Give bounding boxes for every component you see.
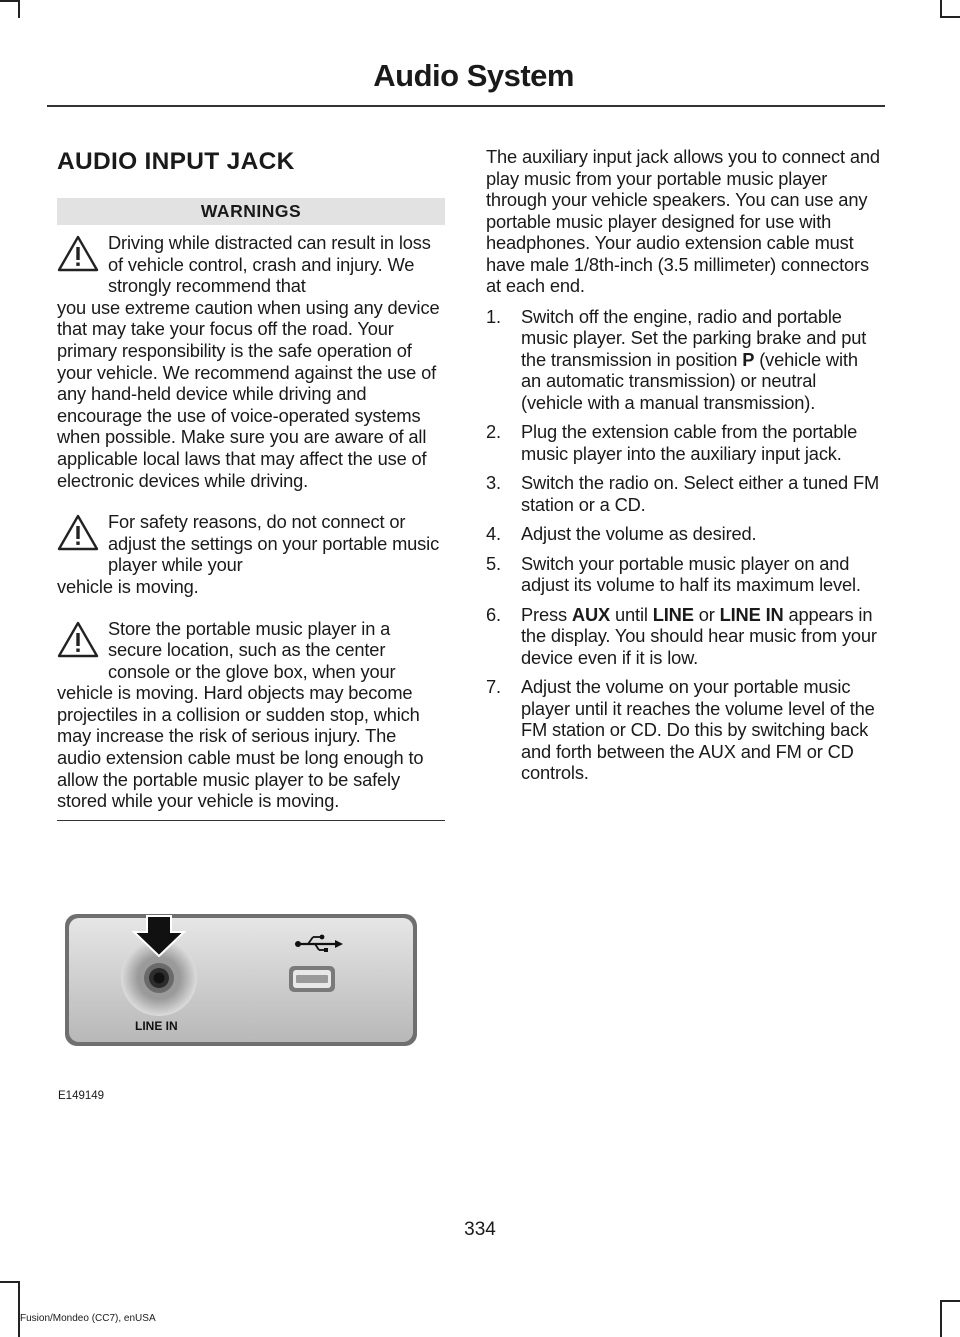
warning-text: vehicle is moving. Hard objects may become projectiles in a collision or sudden stop, which may increase the risk of serious injury. The audio extension cable must be long enough to allow the portable music player to be safely stored while your vehicle is moving.	[57, 682, 424, 812]
crop-mark	[942, 16, 960, 18]
section-title: AUDIO INPUT JACK	[57, 148, 295, 175]
list-item: 2. Plug the extension cable from the portable music player into the auxiliary input jack.	[486, 421, 858, 464]
usb-port	[289, 966, 335, 992]
jack-label: LINE IN	[135, 1019, 178, 1033]
warning-triangle-icon	[57, 514, 99, 552]
warnings-end-rule	[57, 820, 445, 822]
list-item: 1. Switch off the engine, radio and portable music player. Set the parking brake and put the transmission in position P (vehicle with an automatic transmission) or neutral (vehicle with a manual transmission).	[486, 305, 867, 413]
right-column	[486, 146, 880, 792]
page-header-title: Audio System	[373, 58, 574, 93]
crop-mark	[942, 1300, 960, 1302]
warning-text: you use extreme caution when using any device that may take your focus off the road. Your primary responsibility is the safe operation of your vehicle. We recommend against the use of any hand-held device while driving and encourage the use of voice-operated systems when possible. Make sure you are aware of all applicable local laws that may affect the use of electronic devices while driving.	[57, 296, 440, 491]
crop-mark	[18, 1281, 20, 1337]
warning-lead: Store the portable music player in a secure location, such as the center console or the glove box, when your	[108, 617, 396, 682]
warning-triangle-icon	[57, 235, 99, 273]
crop-mark	[940, 1300, 942, 1337]
warnings-heading: WARNINGS	[57, 198, 445, 225]
warning-item	[57, 511, 445, 597]
warning-lead: For safety reasons, do not connect or adjust the settings on your portable music player while your	[108, 511, 440, 576]
left-column	[57, 140, 445, 821]
list-item: 4. Adjust the volume as desired.	[486, 523, 757, 544]
list-item: 3. Switch the radio on. Select either a tuned FM station or a CD.	[486, 472, 880, 515]
intro-paragraph: The auxiliary input jack allows you to connect and play music from your portable music player through your vehicle speakers. You can use any portable music player designed for use with headphones. Your audio extension cable must have male 1/8th-inch (3.5 millimeter) connectors at each end.	[486, 146, 880, 296]
steps-list	[486, 306, 880, 784]
footer-text: Fusion/Mondeo (CC7), enUSA	[20, 1313, 156, 1324]
list-item: 5. Switch your portable music player on and adjust its volume to half its maximum level.	[486, 552, 861, 595]
list-item: 7. Adjust the volume on your portable music player until it reaches the volume level of the FM station or CD. Do this by switching back and forth between the AUX and FM or CD controls.	[486, 676, 875, 783]
crop-mark	[0, 0, 18, 2]
crop-mark	[18, 0, 20, 18]
crop-mark	[0, 1281, 18, 1283]
warning-item	[57, 232, 445, 491]
warning-triangle-icon	[57, 621, 99, 659]
header-rule	[47, 105, 885, 107]
warning-item	[57, 618, 445, 812]
page-number: 334	[464, 1219, 496, 1240]
warning-text: vehicle is moving.	[57, 575, 199, 597]
warning-lead: Driving while distracted can result in loss of vehicle control, crash and injury. We strongly recommend that	[108, 232, 431, 297]
figure-code: E149149	[58, 1090, 105, 1102]
list-item: 6. Press AUX until LINE or LINE IN appears in the display. You should hear music from your device even if it is low.	[486, 603, 877, 668]
audio-input-panel-figure	[63, 912, 419, 1048]
